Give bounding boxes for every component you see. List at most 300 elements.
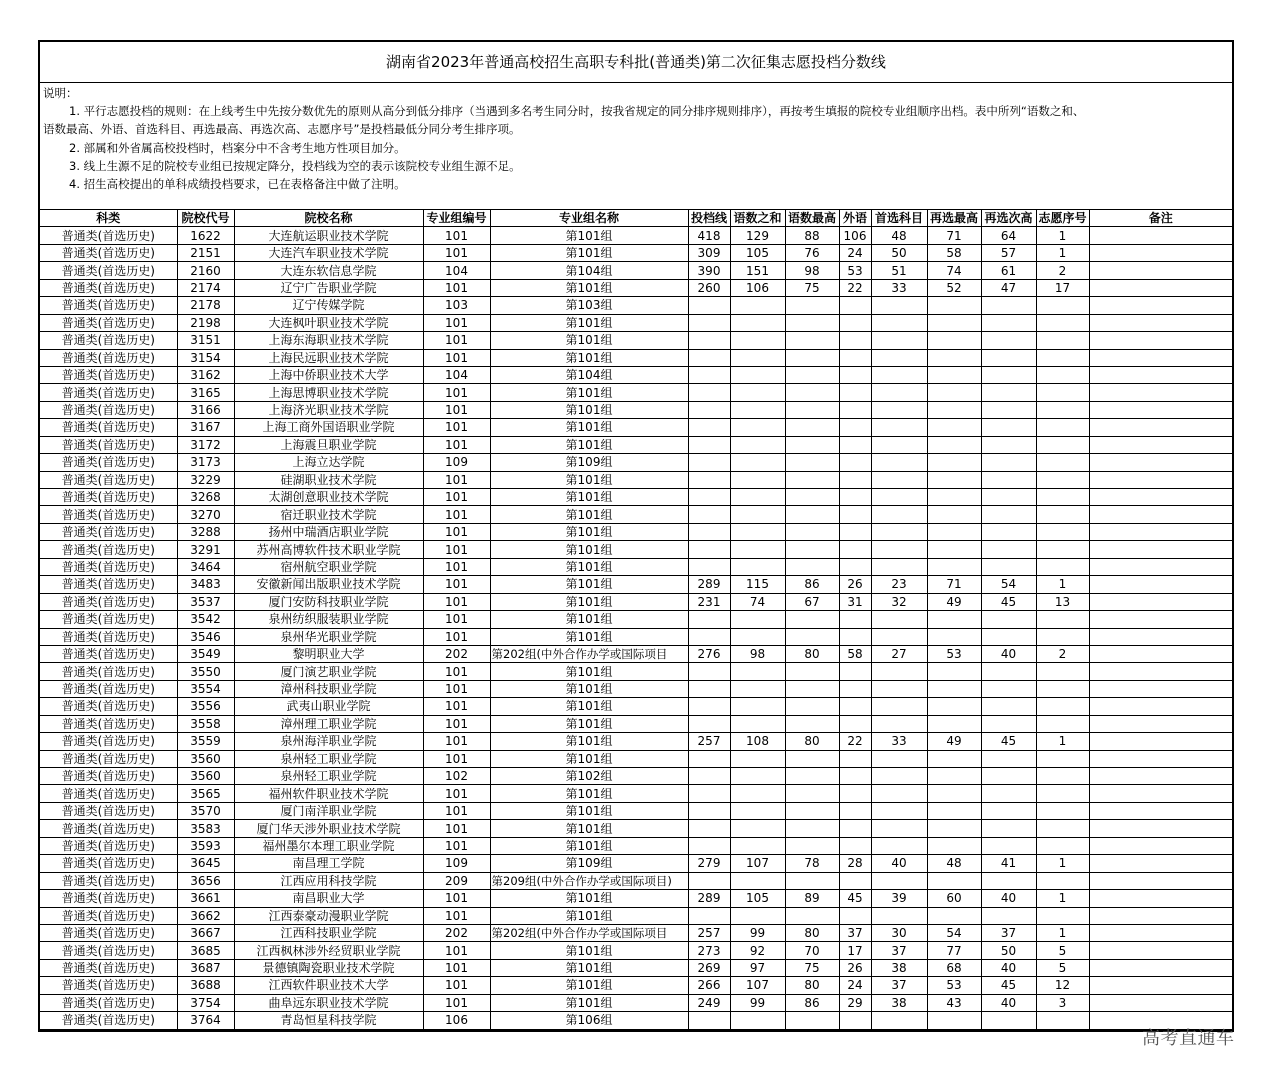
table-cell (730, 436, 785, 453)
table-row (40, 715, 1232, 732)
table-cell (981, 698, 1036, 715)
table-cell: 普通类(首选历史) (40, 593, 177, 610)
table-cell (785, 436, 839, 453)
table-row (40, 314, 1232, 331)
table-cell (730, 401, 785, 418)
table-cell (839, 802, 871, 819)
table-cell: 辽宁广告职业学院 (234, 279, 423, 296)
table-cell: 3162 (177, 366, 234, 383)
table-cell: 普通类(首选历史) (40, 628, 177, 645)
table-cell (871, 314, 927, 331)
table-cell (1036, 541, 1089, 558)
table-cell: 普通类(首选历史) (40, 366, 177, 383)
table-cell (871, 349, 927, 366)
table-cell (1089, 837, 1232, 854)
table-cell: 3151 (177, 332, 234, 349)
table-cell (927, 907, 981, 924)
table-cell (839, 297, 871, 314)
column-header: 备注 (1089, 210, 1232, 227)
table-row (40, 384, 1232, 401)
table-cell (730, 366, 785, 383)
table-cell: 普通类(首选历史) (40, 489, 177, 506)
table-cell: 103 (423, 297, 490, 314)
table-cell (785, 680, 839, 697)
table-cell: 30 (871, 924, 927, 941)
table-cell (1036, 680, 1089, 697)
table-cell: 38 (871, 959, 927, 976)
table-cell: 101 (423, 314, 490, 331)
table-cell: 273 (688, 942, 730, 959)
table-cell (1036, 454, 1089, 471)
table-cell (688, 349, 730, 366)
table-row (40, 227, 1232, 244)
table-cell: 第101组 (490, 785, 688, 802)
table-cell: 普通类(首选历史) (40, 820, 177, 837)
table-cell: 第101组 (490, 942, 688, 959)
table-cell: 大连航运职业技术学院 (234, 227, 423, 244)
table-cell: 106 (839, 227, 871, 244)
table-cell (839, 523, 871, 540)
table-cell (1036, 802, 1089, 819)
table-cell (1036, 401, 1089, 418)
table-cell (730, 332, 785, 349)
table-cell: 普通类(首选历史) (40, 680, 177, 697)
table-cell: 101 (423, 436, 490, 453)
table-cell: 3537 (177, 593, 234, 610)
table-cell: 107 (730, 855, 785, 872)
table-cell (785, 541, 839, 558)
table-cell: 扬州中瑞酒店职业学院 (234, 523, 423, 540)
table-cell (871, 384, 927, 401)
table-cell (785, 663, 839, 680)
table-cell: 第103组 (490, 297, 688, 314)
table-cell: 209 (423, 872, 490, 889)
table-row (40, 366, 1232, 383)
table-cell (871, 401, 927, 418)
table-cell (871, 785, 927, 802)
table-cell (1089, 366, 1232, 383)
table-row (40, 523, 1232, 540)
table-cell: 3593 (177, 837, 234, 854)
table-cell (927, 419, 981, 436)
table-cell: 泉州海洋职业学院 (234, 733, 423, 750)
table-cell (688, 419, 730, 436)
table-cell: 3270 (177, 506, 234, 523)
table-cell: 福州软件职业技术学院 (234, 785, 423, 802)
table-cell (981, 715, 1036, 732)
table-cell: 5 (1036, 942, 1089, 959)
table-cell: 3667 (177, 924, 234, 941)
table-cell (981, 436, 1036, 453)
table-cell (1089, 436, 1232, 453)
table-cell (981, 506, 1036, 523)
table-cell (871, 332, 927, 349)
column-header: 再选最高 (927, 210, 981, 227)
table-cell (688, 680, 730, 697)
table-cell: 普通类(首选历史) (40, 576, 177, 593)
table-cell (981, 297, 1036, 314)
table-cell (839, 558, 871, 575)
table-cell: 泉州华光职业学院 (234, 628, 423, 645)
table-cell: 5 (1036, 959, 1089, 976)
table-row (40, 576, 1232, 593)
column-header: 投档线 (688, 210, 730, 227)
table-cell: 53 (839, 262, 871, 279)
table-cell (1036, 349, 1089, 366)
table-cell: 第101组 (490, 558, 688, 575)
table-cell (1089, 680, 1232, 697)
table-cell (981, 558, 1036, 575)
table-cell (839, 401, 871, 418)
table-cell: 99 (730, 994, 785, 1011)
table-cell (839, 663, 871, 680)
table-cell: 68 (927, 959, 981, 976)
table-cell: 32 (871, 593, 927, 610)
table-cell (785, 314, 839, 331)
table-cell: 3570 (177, 802, 234, 819)
table-cell: 普通类(首选历史) (40, 297, 177, 314)
table-row (40, 890, 1232, 907)
table-cell (688, 820, 730, 837)
table-cell: 101 (423, 576, 490, 593)
table-row (40, 942, 1232, 959)
table-row (40, 750, 1232, 767)
table-cell: 普通类(首选历史) (40, 663, 177, 680)
table-cell (688, 872, 730, 889)
table-cell: 37 (839, 924, 871, 941)
table-cell (730, 471, 785, 488)
table-cell (871, 523, 927, 540)
table-cell: 151 (730, 262, 785, 279)
table-cell: 3288 (177, 523, 234, 540)
table-cell (871, 715, 927, 732)
table-cell (730, 715, 785, 732)
table-cell: 南昌职业大学 (234, 890, 423, 907)
table-cell (688, 785, 730, 802)
table-cell: 101 (423, 820, 490, 837)
table-cell (1089, 471, 1232, 488)
table-cell: 上海思博职业技术学院 (234, 384, 423, 401)
table-cell: 厦门安防科技职业学院 (234, 593, 423, 610)
table-cell (927, 802, 981, 819)
note-line: 语数最高、外语、首选科目、再选最高、再选次高、志愿序号”是投档最低分同分考生排序项。 (43, 122, 521, 137)
table-cell (688, 802, 730, 819)
table-cell (927, 750, 981, 767)
table-cell (839, 785, 871, 802)
table-cell (785, 366, 839, 383)
table-cell: 57 (981, 244, 1036, 261)
table-cell: 101 (423, 907, 490, 924)
table-cell: 39 (871, 890, 927, 907)
table-cell: 第101组 (490, 663, 688, 680)
table-cell (688, 471, 730, 488)
table-cell (1089, 768, 1232, 785)
table-cell: 70 (785, 942, 839, 959)
table-cell: 普通类(首选历史) (40, 523, 177, 540)
table-cell (785, 506, 839, 523)
table-cell: 3559 (177, 733, 234, 750)
table-cell: 2 (1036, 645, 1089, 662)
table-cell: 硅湖职业技术学院 (234, 471, 423, 488)
table-cell (1036, 1012, 1089, 1029)
table-cell (981, 401, 1036, 418)
table-cell (1089, 785, 1232, 802)
table-cell: 第202组(中外合作办学或国际项目 (490, 645, 688, 662)
table-cell (871, 663, 927, 680)
table-cell: 101 (423, 227, 490, 244)
table-cell: 3549 (177, 645, 234, 662)
table-cell (927, 436, 981, 453)
table-cell: 266 (688, 977, 730, 994)
table-cell (730, 558, 785, 575)
table-cell: 22 (839, 733, 871, 750)
table-cell: 第101组 (490, 227, 688, 244)
table-cell: 80 (785, 733, 839, 750)
table-cell: 太湖创意职业技术学院 (234, 489, 423, 506)
table-cell: 普通类(首选历史) (40, 959, 177, 976)
table-cell (1036, 750, 1089, 767)
table-cell (839, 611, 871, 628)
table-cell (839, 820, 871, 837)
table-cell: 3542 (177, 611, 234, 628)
table-cell (785, 907, 839, 924)
table-cell (927, 332, 981, 349)
table-row (40, 663, 1232, 680)
table-cell: 第101组 (490, 820, 688, 837)
table-cell: 3565 (177, 785, 234, 802)
table-cell: 24 (839, 977, 871, 994)
table-cell: 普通类(首选历史) (40, 924, 177, 941)
table-row (40, 768, 1232, 785)
table-cell: 106 (423, 1012, 490, 1029)
table-cell: 普通类(首选历史) (40, 645, 177, 662)
table-cell (1036, 872, 1089, 889)
table-cell (871, 872, 927, 889)
table-cell (981, 820, 1036, 837)
notes-heading: 说明： (43, 86, 78, 100)
table-cell: 普通类(首选历史) (40, 837, 177, 854)
table-cell: 第101组 (490, 436, 688, 453)
table-cell: 江西软件职业技术大学 (234, 977, 423, 994)
table-cell: 101 (423, 715, 490, 732)
table-cell (730, 907, 785, 924)
table-cell: 大连枫叶职业技术学院 (234, 314, 423, 331)
table-cell: 80 (785, 645, 839, 662)
table-cell (730, 698, 785, 715)
table-cell: 3172 (177, 436, 234, 453)
table-cell (871, 297, 927, 314)
table-cell (981, 349, 1036, 366)
table-cell (1089, 332, 1232, 349)
table-cell (785, 349, 839, 366)
table-cell (785, 698, 839, 715)
table-cell (1036, 314, 1089, 331)
table-row (40, 872, 1232, 889)
table-cell: 漳州科技职业学院 (234, 680, 423, 697)
table-cell (785, 332, 839, 349)
table-cell (871, 471, 927, 488)
table-cell (785, 611, 839, 628)
table-cell: 普通类(首选历史) (40, 419, 177, 436)
table-cell: 第101组 (490, 332, 688, 349)
table-cell: 上海立达学院 (234, 454, 423, 471)
table-cell (785, 628, 839, 645)
table-cell (1036, 558, 1089, 575)
table-cell: 普通类(首选历史) (40, 750, 177, 767)
table-cell: 3167 (177, 419, 234, 436)
table-cell: 22 (839, 279, 871, 296)
table-cell (688, 907, 730, 924)
table-cell: 101 (423, 523, 490, 540)
table-cell: 2160 (177, 262, 234, 279)
page-title: 湖南省2023年普通高校招生高职专科批(普通类)第二次征集志愿投档分数线 (40, 42, 1232, 83)
table-cell (871, 541, 927, 558)
table-cell (981, 872, 1036, 889)
table-cell: 1 (1036, 227, 1089, 244)
table-cell: 第104组 (490, 366, 688, 383)
table-cell (927, 506, 981, 523)
table-cell (1089, 645, 1232, 662)
column-header: 再选次高 (981, 210, 1036, 227)
table-cell (927, 541, 981, 558)
table-cell (688, 297, 730, 314)
table-cell (871, 419, 927, 436)
table-cell: 福州墨尔本理工职业学院 (234, 837, 423, 854)
table-cell: 75 (785, 279, 839, 296)
table-cell: 3154 (177, 349, 234, 366)
table-cell: 418 (688, 227, 730, 244)
table-cell: 泉州纺织服装职业学院 (234, 611, 423, 628)
table-cell: 普通类(首选历史) (40, 942, 177, 959)
table-cell (730, 750, 785, 767)
table-cell (1036, 419, 1089, 436)
table-cell: 普通类(首选历史) (40, 733, 177, 750)
table-cell (688, 1012, 730, 1029)
table-cell (1036, 332, 1089, 349)
table-cell: 第101组 (490, 471, 688, 488)
table-cell: 257 (688, 733, 730, 750)
table-cell (839, 541, 871, 558)
table-cell (839, 837, 871, 854)
table-cell (1036, 698, 1089, 715)
table-cell (730, 680, 785, 697)
table-cell: 第104组 (490, 262, 688, 279)
table-cell (927, 872, 981, 889)
table-cell: 104 (423, 366, 490, 383)
table-cell: 3687 (177, 959, 234, 976)
table-cell: 1 (1036, 733, 1089, 750)
table-cell (981, 680, 1036, 697)
table-row (40, 436, 1232, 453)
table-cell (981, 663, 1036, 680)
table-cell: 曲阜远东职业技术学院 (234, 994, 423, 1011)
table-cell: 普通类(首选历史) (40, 262, 177, 279)
table-cell: 45 (981, 977, 1036, 994)
table-cell: 2178 (177, 297, 234, 314)
table-cell: 3764 (177, 1012, 234, 1029)
table-row (40, 541, 1232, 558)
table-cell: 43 (927, 994, 981, 1011)
table-cell: 第101组 (490, 959, 688, 976)
table-cell: 大连汽车职业技术学院 (234, 244, 423, 261)
table-cell: 武夷山职业学院 (234, 698, 423, 715)
table-cell: 普通类(首选历史) (40, 384, 177, 401)
table-cell: 27 (871, 645, 927, 662)
table-cell: 101 (423, 959, 490, 976)
table-cell: 3661 (177, 890, 234, 907)
table-cell: 3560 (177, 750, 234, 767)
table-cell: 33 (871, 279, 927, 296)
table-cell (871, 558, 927, 575)
table-cell (981, 332, 1036, 349)
table-cell: 普通类(首选历史) (40, 541, 177, 558)
table-cell (785, 715, 839, 732)
table-cell (1089, 419, 1232, 436)
table-cell (839, 366, 871, 383)
table-cell (1089, 506, 1232, 523)
table-cell: 98 (730, 645, 785, 662)
table-cell (730, 628, 785, 645)
table-cell: 江西枫林涉外经贸职业学院 (234, 942, 423, 959)
table-cell (785, 401, 839, 418)
table-cell: 第101组 (490, 506, 688, 523)
table-cell (839, 698, 871, 715)
table-cell: 3229 (177, 471, 234, 488)
table-cell: 1622 (177, 227, 234, 244)
table-cell (730, 454, 785, 471)
table-cell (1089, 262, 1232, 279)
table-cell (927, 297, 981, 314)
table-cell (839, 489, 871, 506)
table-cell: 普通类(首选历史) (40, 855, 177, 872)
table-cell (785, 768, 839, 785)
table-cell: 黎明职业大学 (234, 645, 423, 662)
table-cell: 101 (423, 942, 490, 959)
table-body (40, 227, 1232, 1029)
table-cell (730, 820, 785, 837)
table-cell (839, 680, 871, 697)
table-cell (688, 837, 730, 854)
table-cell (839, 506, 871, 523)
table-cell (1036, 785, 1089, 802)
table-cell (1089, 401, 1232, 418)
note-line: 3. 线上生源不足的院校专业组已按规定降分，投档线为空的表示该院校专业组生源不足。 (69, 158, 521, 173)
table-cell: 3173 (177, 454, 234, 471)
table-cell (688, 384, 730, 401)
table-cell (927, 471, 981, 488)
table-cell: 28 (839, 855, 871, 872)
table-cell (871, 1012, 927, 1029)
table-cell: 101 (423, 802, 490, 819)
table-cell: 泉州轻工职业学院 (234, 750, 423, 767)
table-cell: 普通类(首选历史) (40, 471, 177, 488)
table-cell: 37 (871, 977, 927, 994)
table-cell (981, 419, 1036, 436)
table-cell (1089, 541, 1232, 558)
table-cell (1036, 489, 1089, 506)
table-cell (981, 768, 1036, 785)
table-cell: 1 (1036, 890, 1089, 907)
table-cell: 249 (688, 994, 730, 1011)
table-cell (871, 680, 927, 697)
table-cell: 12 (1036, 977, 1089, 994)
table-cell (688, 558, 730, 575)
table-cell: 苏州高博软件技术职业学院 (234, 541, 423, 558)
column-header: 科类 (40, 210, 177, 227)
table-cell: 101 (423, 663, 490, 680)
table-cell: 26 (839, 576, 871, 593)
table-cell: 厦门华天涉外职业技术学院 (234, 820, 423, 837)
